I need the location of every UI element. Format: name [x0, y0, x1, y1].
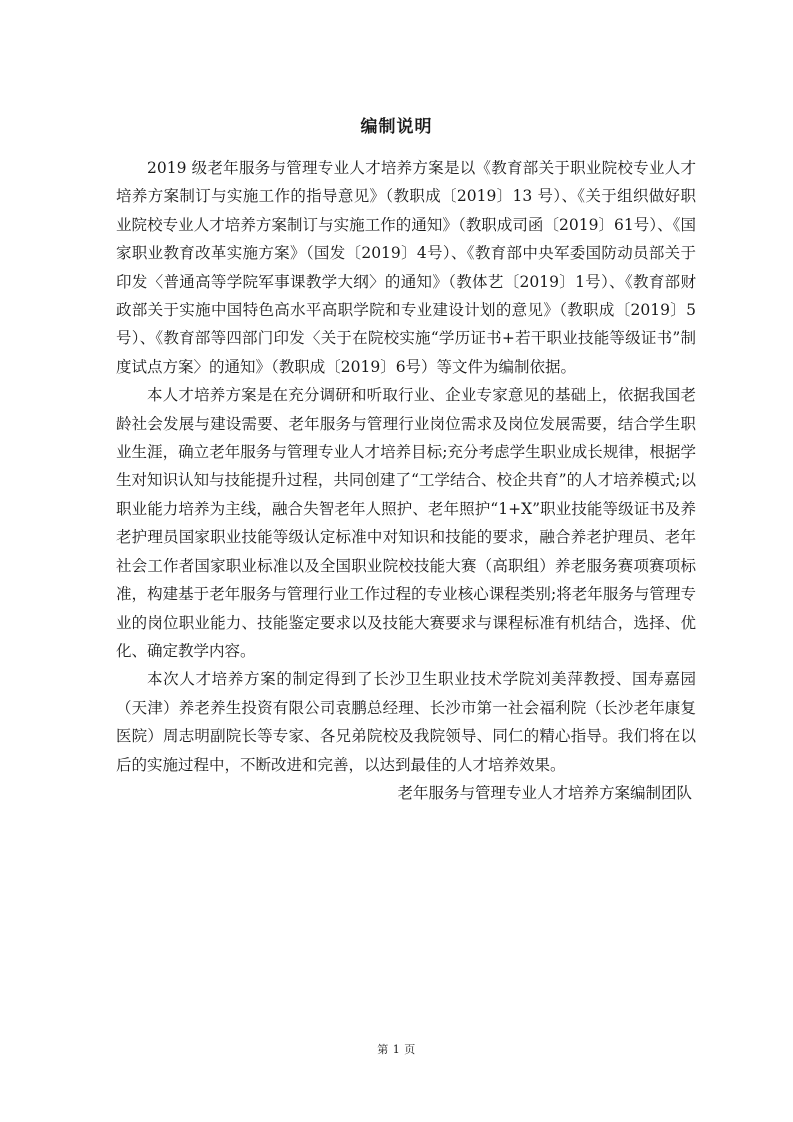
paragraph-basis: 2019 级老年服务与管理专业人才培养方案是以《教育部关于职业院校专业人才培养方案制订与实施工作的指导意见》（教职成〔2019〕13 号）、《关于组织做好职业院校专业人才培养方案制订与实施工作的通知》（教职成司函〔2019〕61号）、《国家职业教育改革实施方案》（国发〔2019〕4号）、《教育部中央军委国防动员部关于印发〈普通高等学院军事课教学大纲〉的通知》（教体艺〔2019〕1号）、《教育部财政部关于实施中国特色高水平高职学院和专业建设计划的意见》（教职成〔2019〕5 号）、《教育部等四部门印发〈关于在院校实施“学历证书+若干职业技能等级证书”制度试点方案〉的通知》（教职成〔2019〕6号）等文件为编制依据。 — [116, 159, 696, 376]
signature: 老年服务与管理专业人才培养方案编制团队 — [397, 783, 692, 802]
paragraph-acknowledgement: 本次人才培养方案的制定得到了长沙卫生职业技术学院刘美萍教授、国寿嘉园（天津）养老养生投资有限公司袁鹏总经理、长沙市第一社会福利院（长沙老年康复医院）周志明副院长等专家、各兄弟院校及我院领导、同仁的精心指导。我们将在以后的实施过程中，不断改进和完善，以达到最佳的人才培养效果。 — [116, 670, 696, 774]
page-number: 第 1 页 — [377, 1043, 416, 1056]
paragraph-approach: 本人才培养方案是在充分调研和听取行业、企业专家意见的基础上，依据我国老龄社会发展与建设需要、老年服务与管理行业岗位需求及岗位发展需要，结合学生职业生涯，确立老年服务与管理专业人才培养目标;充分考虑学生职业成长规律，根据学生对知识认知与技能提升过程，共同创建了“工学结合、校企共育”的人才培养模式;以职业能力培养为主线，融合失智老年人照护、老年照护“1+X”职业技能等级证书及养老护理员国家职业技能等级认定标准中对知识和技能的要求，融合养老护理员、老年社会工作者国家职业标准以及全国职业院校技能大赛（高职组）养老服务赛项赛项标准，构建基于老年服务与管理行业工作过程的专业核心课程类别;将老年服务与管理专业的岗位职业能力、技能鉴定要求以及技能大赛要求与课程标准有机结合，选择、优化、确定教学内容。 — [116, 386, 696, 660]
page-title: 编制说明 — [360, 117, 433, 137]
document-body — [116, 154, 696, 807]
